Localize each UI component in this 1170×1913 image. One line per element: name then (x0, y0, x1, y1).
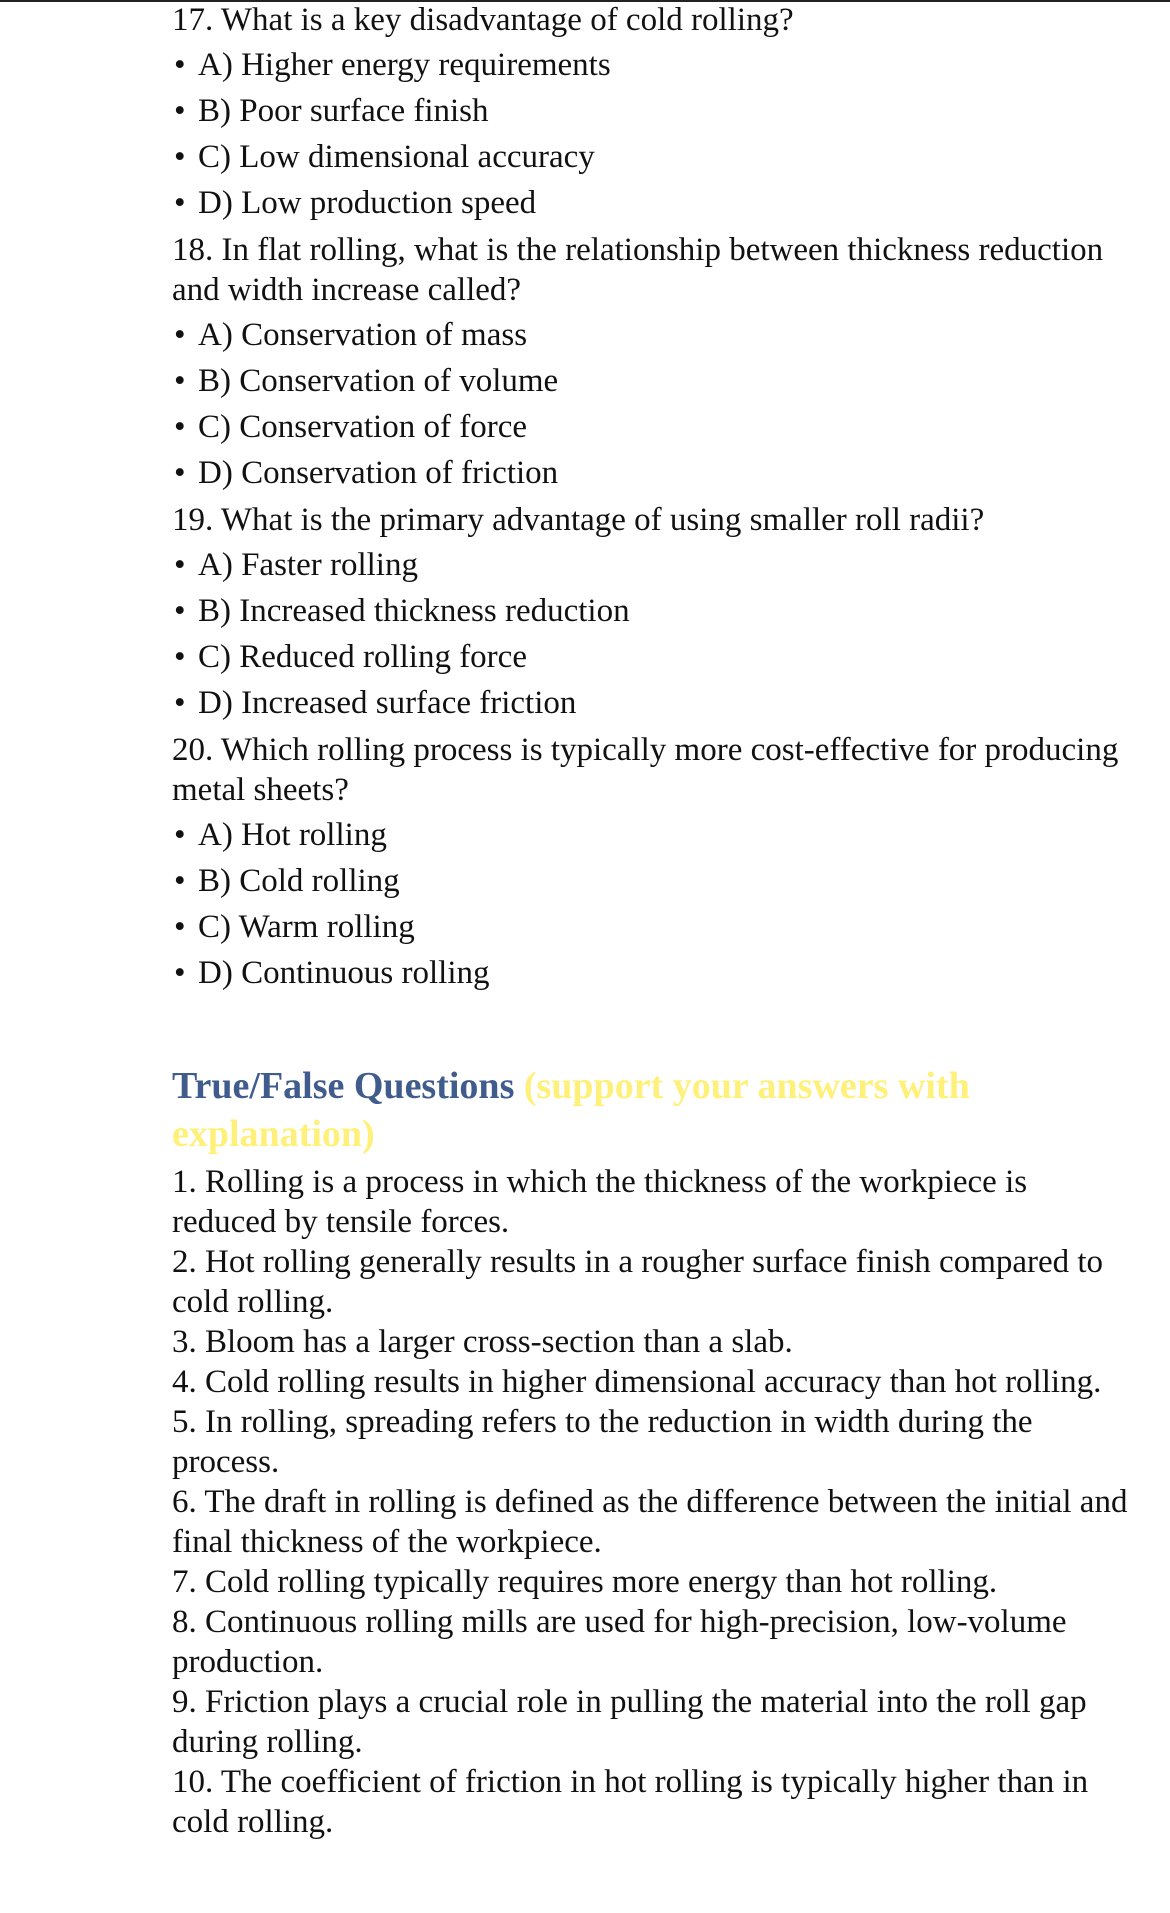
option-text: B) Conservation of volume (198, 363, 559, 399)
option-item (172, 904, 1132, 950)
question-text: 20. Which rolling process is typically more cost-effective for producing metal sheets? (172, 732, 1119, 808)
option-item (172, 542, 1132, 588)
option-item (172, 450, 1132, 496)
section-note: (support your answers with explanation) (172, 1065, 970, 1155)
bullet-icon: • (174, 455, 186, 491)
bullet-icon: • (174, 639, 186, 675)
bullet-icon: • (174, 409, 186, 445)
option-text: D) Conservation of friction (198, 455, 559, 491)
option-item (172, 180, 1132, 226)
option-item (172, 680, 1132, 726)
question-block (172, 730, 1132, 996)
document-page (172, 0, 1132, 1842)
option-item (172, 588, 1132, 634)
option-item (172, 42, 1132, 88)
bullet-icon: • (174, 47, 186, 83)
section-heading (172, 1062, 1132, 1158)
bullet-icon: • (174, 817, 186, 853)
tf-statement: 9. Friction plays a crucial role in pulling the material into the roll gap during rolling. (172, 1684, 1087, 1760)
option-text: B) Increased thickness reduction (198, 593, 630, 629)
bullet-icon: • (174, 185, 186, 221)
question-block (172, 230, 1132, 496)
bullet-icon: • (174, 317, 186, 353)
option-item (172, 358, 1132, 404)
option-text: D) Low production speed (198, 185, 537, 221)
question-text: 18. In flat rolling, what is the relationship between thickness reduction and width increase called? (172, 232, 1104, 308)
true-false-list (172, 1162, 1132, 1842)
bullet-icon: • (174, 863, 186, 899)
option-text: B) Poor surface finish (198, 93, 489, 129)
tf-statement: 8. Continuous rolling mills are used for high-precision, low-volume production. (172, 1604, 1067, 1680)
tf-statement: 6. The draft in rolling is defined as the difference between the initial and final thickness of the workpiece. (172, 1484, 1128, 1560)
bullet-icon: • (174, 909, 186, 945)
bullet-icon: • (174, 955, 186, 991)
option-item (172, 950, 1132, 996)
question-block (172, 0, 1132, 226)
option-text: C) Warm rolling (198, 909, 415, 945)
tf-statement: 10. The coefficient of friction in hot rolling is typically higher than in cold rolling. (172, 1764, 1089, 1840)
question-block (172, 500, 1132, 726)
option-item (172, 134, 1132, 180)
option-text: D) Continuous rolling (198, 955, 490, 991)
question-text: 19. What is the primary advantage of using smaller roll radii? (172, 502, 985, 538)
option-list (172, 812, 1132, 996)
option-list (172, 42, 1132, 226)
option-text: A) Conservation of mass (198, 317, 528, 353)
option-text: A) Faster rolling (198, 547, 418, 583)
option-list (172, 542, 1132, 726)
question-text: 17. What is a key disadvantage of cold rolling? (172, 2, 794, 38)
tf-statement: 3. Bloom has a larger cross-section than a slab. (172, 1324, 793, 1360)
option-text: B) Cold rolling (198, 863, 400, 899)
option-item (172, 858, 1132, 904)
option-text: C) Reduced rolling force (198, 639, 527, 675)
tf-statement: 1. Rolling is a process in which the thickness of the workpiece is reduced by tensile forces. (172, 1164, 1028, 1240)
tf-statement: 7. Cold rolling typically requires more energy than hot rolling. (172, 1564, 998, 1600)
section-title: True/False Questions (172, 1065, 515, 1107)
option-item (172, 88, 1132, 134)
bullet-icon: • (174, 685, 186, 721)
bullet-icon: • (174, 93, 186, 129)
bullet-icon: • (174, 363, 186, 399)
option-text: C) Low dimensional accuracy (198, 139, 595, 175)
bullet-icon: • (174, 547, 186, 583)
option-item (172, 812, 1132, 858)
tf-statement: 4. Cold rolling results in higher dimensional accuracy than hot rolling. (172, 1364, 1102, 1400)
option-item (172, 634, 1132, 680)
option-item (172, 312, 1132, 358)
option-text: A) Hot rolling (198, 817, 387, 853)
option-text: A) Higher energy requirements (198, 47, 611, 83)
option-text: C) Conservation of force (198, 409, 527, 445)
bullet-icon: • (174, 593, 186, 629)
option-list (172, 312, 1132, 496)
option-item (172, 404, 1132, 450)
tf-statement: 2. Hot rolling generally results in a rougher surface finish compared to cold rolling. (172, 1244, 1104, 1320)
option-text: D) Increased surface friction (198, 685, 577, 721)
bullet-icon: • (174, 139, 186, 175)
tf-statement: 5. In rolling, spreading refers to the reduction in width during the process. (172, 1404, 1033, 1480)
